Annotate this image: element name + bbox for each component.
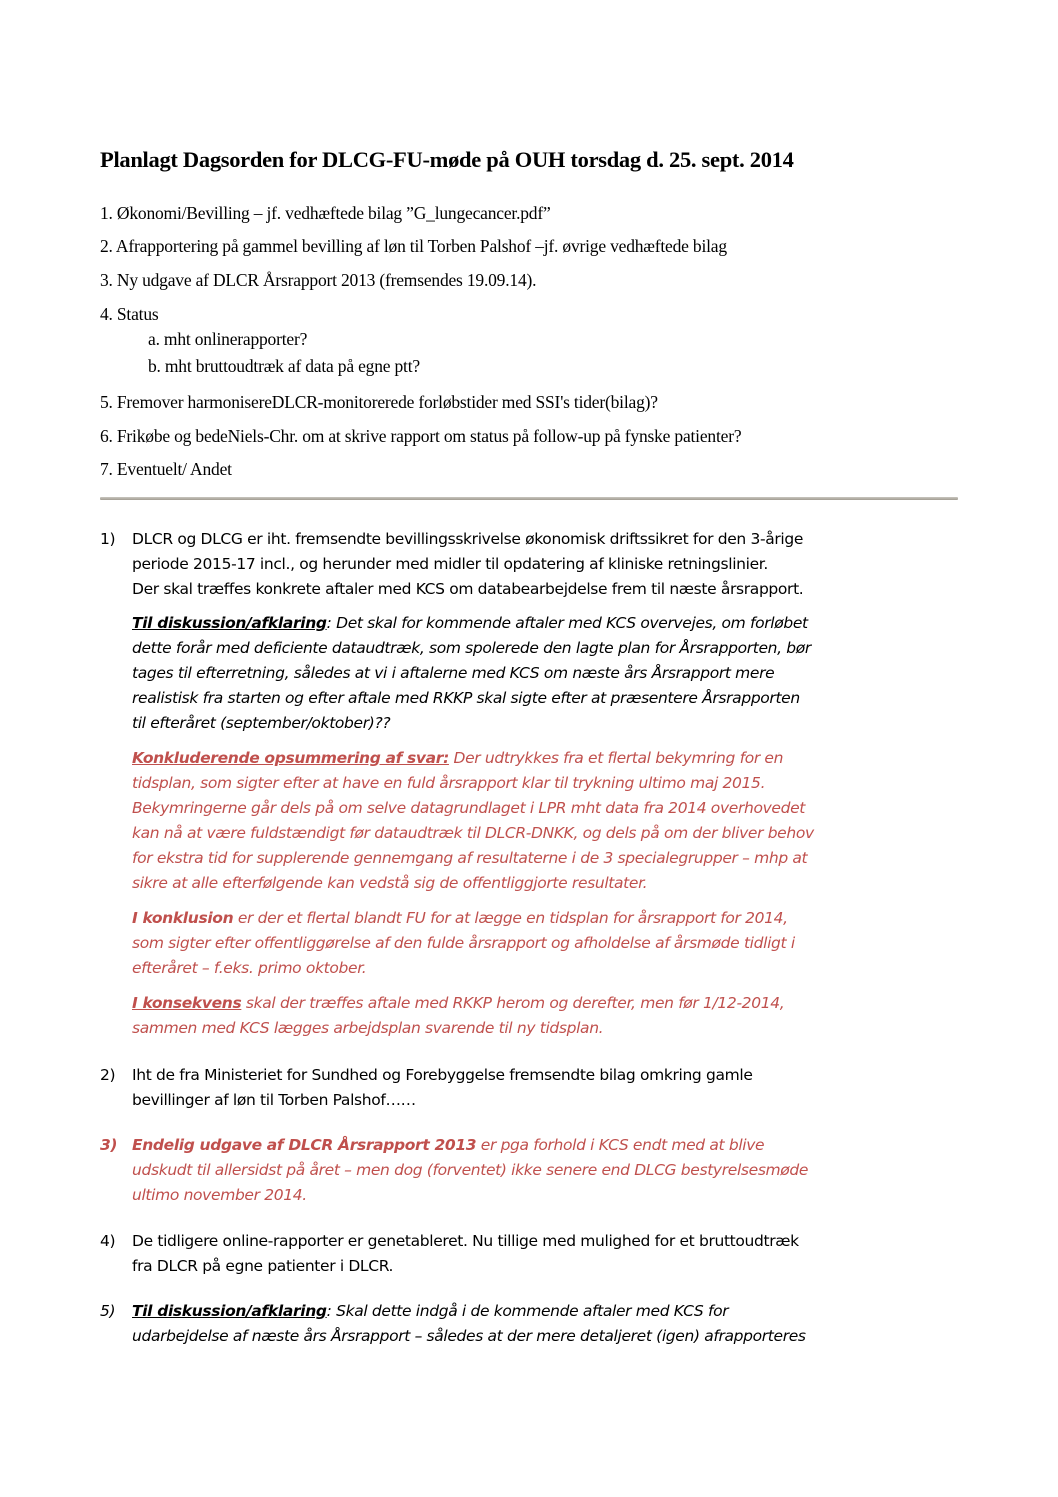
text-line: ultimo november 2014. xyxy=(132,1186,307,1204)
text-line: som sigter efter offentliggørelse af den fulde årsrapport og afholdelse af årsmøde tidligt i xyxy=(132,934,795,952)
agenda-item-7: 7. Eventuelt/ Andet xyxy=(100,459,232,479)
minutes-item-2 xyxy=(100,1063,970,1118)
text-line: Der udtrykkes fra et flertal bekymring for en xyxy=(448,749,784,767)
text-line: DLCR og DLCG er iht. fremsendte bevillingsskrivelse økonomisk driftssikret for den 3-årige xyxy=(132,530,804,548)
consequence-label: I konsekvens xyxy=(132,994,242,1012)
text-line: sikre at alle efterfølgende kan vedstå sig de offentliggjorte resultater. xyxy=(132,874,648,892)
minutes-item-3 xyxy=(100,1133,970,1213)
text-line: til efteråret (september/oktober)?? xyxy=(132,714,391,732)
text-line: tidsplan, som sigter efter at have en fuld årsrapport klar til trykning ultimo maj 2015. xyxy=(132,774,766,792)
text-line: udskudt til allersidst på året – men dog (forventet) ikke senere end DLCG bestyrelsesmøde xyxy=(132,1161,809,1179)
agenda-item-4: 4. Status xyxy=(100,304,159,324)
text-line: efteråret – f.eks. primo oktober. xyxy=(132,959,367,977)
agenda-item-3: 3. Ny udgave af DLCR Årsrapport 2013 (fremsendes 19.09.14). xyxy=(100,270,537,290)
page-title: Planlagt Dagsorden for DLCG-FU-møde på OUH torsdag d. 25. sept. 2014 xyxy=(100,147,794,172)
text-line: kan nå at være fuldstændigt før dataudtræk til DLCR-DNKK, og dels på om der bliver behov xyxy=(132,824,814,842)
agenda-item-1: 1. Økonomi/Bevilling – jf. vedhæftede bilag ”G_lungecancer.pdf” xyxy=(100,203,551,223)
horizontal-divider xyxy=(100,497,958,500)
text-line: Der skal træffes konkrete aftaler med KCS om databearbejdelse frem til næste årsrapport. xyxy=(132,580,804,598)
text-line: skal der træffes aftale med RKKP herom og derefter, men før 1/12-2014, xyxy=(241,994,785,1012)
agenda-item-4b: b. mht bruttoudtræk af data på egne ptt? xyxy=(148,356,420,376)
discussion-label: Til diskussion/afklaring xyxy=(132,614,327,632)
text-line: er der et flertal blandt FU for at lægge en tidsplan for årsrapport for 2014, xyxy=(233,909,788,927)
conclusion-paragraph xyxy=(132,906,962,981)
item-number: 3) xyxy=(100,1136,118,1154)
text-line: realistisk fra starten og efter aftale med RKKP skal sigte efter at præsentere Årsrapporten xyxy=(132,689,800,707)
agenda-item-5: 5. Fremover harmonisereDLCR-monitorerede forløbstider med SSI's tider(bilag)? xyxy=(100,392,658,412)
item-number: 2) xyxy=(100,1066,116,1084)
agenda-item-6: 6. Frikøbe og bedeNiels-Chr. om at skrive rapport om status på follow-up på fynske patienter? xyxy=(100,426,742,446)
text-line: Iht de fra Ministeriet for Sundhed og Forebyggelse fremsendte bilag omkring gamle xyxy=(132,1066,753,1084)
conclusion-summary-paragraph xyxy=(132,746,962,896)
item-number: 4) xyxy=(100,1232,116,1250)
text-line: er pga forhold i KCS endt med at blive xyxy=(476,1136,765,1154)
conclusion-summary-label: Konkluderende opsummering af svar: xyxy=(132,749,449,767)
text-line: Bekymringerne går dels på om selve datagrundlaget i LPR mht data fra 2014 overhovedet xyxy=(132,799,805,817)
text-line: udarbejdelse af næste års Årsrapport – således at der mere detaljeret (igen) afrapporteres xyxy=(132,1327,806,1345)
text-line: fra DLCR på egne patienter i DLCR. xyxy=(132,1257,394,1275)
text-line: sammen med KCS lægges arbejdsplan svarende til ny tidsplan. xyxy=(132,1019,604,1037)
item-3-label: Endelig udgave af DLCR Årsrapport 2013 xyxy=(132,1136,477,1154)
item-number: 1) xyxy=(100,530,116,548)
text-line: periode 2015-17 incl., og herunder med midler til opdatering af kliniske retningslinier. xyxy=(132,555,768,573)
minutes-item-5 xyxy=(100,1299,970,1354)
conclusion-label: I konklusion xyxy=(132,909,234,927)
text-line: : Skal dette indgå i de kommende aftaler med KCS for xyxy=(326,1302,729,1320)
text-line: De tidligere online-rapporter er genetableret. Nu tillige med mulighed for et bruttoudtræk xyxy=(132,1232,799,1250)
text-line: bevillinger af løn til Torben Palshof…… xyxy=(132,1091,416,1109)
text-line: dette forår med deficiente dataudtræk, som spolerede den lagte plan for Årsrapporten, bør xyxy=(132,639,811,657)
consequence-paragraph xyxy=(132,991,962,1041)
item-5-label: Til diskussion/afklaring xyxy=(132,1302,327,1320)
text-line: tages til efterretning, således at vi i aftalerne med KCS om næste års Årsrapport mere xyxy=(132,664,775,682)
item-number: 5) xyxy=(100,1302,116,1320)
text-line: for ekstra tid for supplerende gennemgang af resultaterne i de 3 specialegrupper – mhp at xyxy=(132,849,808,867)
agenda-item-2: 2. Afrapportering på gammel bevilling af løn til Torben Palshof –jf. øvrige vedhæftede bilag xyxy=(100,236,727,256)
text-line: : Det skal for kommende aftaler med KCS overvejes, om forløbet xyxy=(326,614,808,632)
minutes-item-4 xyxy=(100,1229,970,1284)
discussion-paragraph xyxy=(132,611,962,736)
agenda-item-4a: a. mht onlinerapporter? xyxy=(148,329,308,349)
minutes-item-1 xyxy=(100,527,970,607)
